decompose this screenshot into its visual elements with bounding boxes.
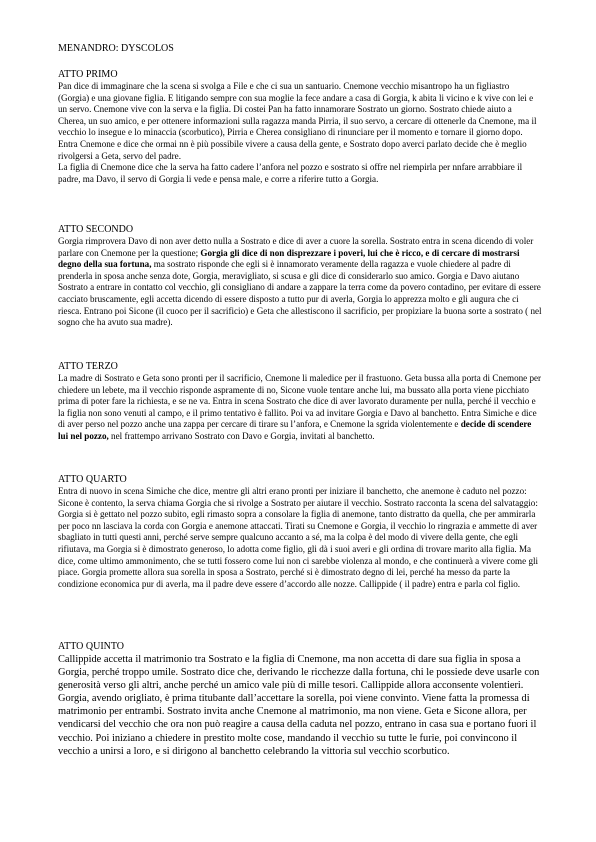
act-section-2 [58,224,542,329]
act-heading: ATTO QUINTO [58,641,125,652]
paragraph-text: Pan dice di immaginare che la scena si svolga a File e che ci sua un santuario. Cnemone vecchio misantropo ha un figliastro (Gorgia) e una giovane figlia. E litigando sempre con sua moglie la fece andare a casa di Gorgia, k abita li vicino e k vive con lei e un servo. Cnemone vive con la serva e la figlia. Di costei Pan ha fatto innamorare Sostrato un giorno. Sostrato chiede aiuto a Cherea, un suo amico, e per ottenere informazioni sulla ragazza manda Pirria, il suo servo, a cercare di ottenerle da Cnemone, ma il vecchio lo insegue e lo minaccia (scorbutico), Pirria e Cherea consigliano di rinunciare per il momento e tornare il giorno dopo. Entra Cnemone e dice che ormai nn è più possibile vivere a causa della gente, e Sostrato dopo averci parlato decide che è meglio rivolgersi a Geta, servo del padre. [58,81,537,161]
paragraph-bold-text: decide di scendere lui nel pozzo, [58,419,532,441]
paragraph-text: ma sostrato risponde che egli si è innamorato veramente della ragazza e vuole chiedere al padre di prenderla in sposa anche senza dote, Gorgia, meravigliato, si scusa e gli dice di considerarlo suo amico. Gorgia e Davo aiutano Sostrato a entrare in contatto col vecchio, gli consigliano di andare a zappare la terra come da povero contadino, per evitare di essere cacciato bruscamente, egli accetta dicendo di essere disposto a tutto pur di averla, Gorgia lo apprezza molto e gli augura che ci riesca. Entrano poi Sicone (il cuoco per il sacrificio) e Geta che allestiscono il sacrificio, per propiziare la buona sorte a sostrato ( nel sogno che ha avuto sua madre). [58,259,542,328]
act-paragraph [58,81,542,162]
act-section-5 [58,641,542,758]
act-section-4 [58,474,542,590]
act-paragraph [58,162,542,185]
paragraph-text: Entra di nuovo in scena Simiche che dice, mentre gli altri erano pronti per iniziare il banchetto, che anemone è caduto nel pozzo: Sicone è contento, la serva chiama Gorgia che si rivolge a Sostrato per aiutare il vecchio. Sostrato racconta la scena del salvataggio: Gorgia si è gettato nel pozzo subito, egli rimasto sopra a consolare la figlia di anemone, tanto distratto da quella, che per ammirarla per poco nn lasciava la corda con Gorgia e anemone attaccati. Tirati su Cnemone e Gorgia, il vecchio lo ringrazia e ammette di aver sbagliato in tutti questi anni, perché serve sempre qualcuno accanto a sé, ma la colpa è del modo di vivere della gente, che egli rifiutava, ma Gorgia si è dimostrato generoso, lo adotta come figlio, gli dà i suoi averi e gli ordina di trovare marito alla figlia. Ma dice, come ultimo ammonimento, che se tutti fossero come lui non ci sarebbe violenza al mondo, e che continuerà a vivere come gli piace. Gorgia promette allora sua sorella in sposa a Sostrato, perché si è dimostrato degno di lei, perché ha messo da parte la condizione economica pur di averla, ma il padre deve essere d’accordo alle nozze. Callippide ( il padre) entra e parla col figlio. [58,486,539,589]
paragraph-bold-text: Gorgia gli dice di non disprezzare i poveri, lui che è ricco, e di cercare di mostrarsi degno della sua fortuna, [58,247,520,270]
paragraph-text: Gorgia rimprovera Davo di non aver detto nulla a Sostrato e dice di aver a cuore la sorella. Sostrato entra in scena dicendo di voler parlare con Cnemone per la questione; [58,236,534,258]
act-heading: ATTO PRIMO [58,69,118,80]
act-paragraph [58,236,542,329]
paragraph-text: La figlia di Cnemone dice che la serva ha fatto cadere l’anfora nel pozzo e sostrato si offre nel riempirla per nnfare arrabbiare il padre, ma Davo, il servo di Gorgia li vede e pensa male, e corre a riferire tutto a Gorgia. [58,162,523,184]
paragraph-text: Callippide accetta il matrimonio tra Sostrato e la figlia di Cnemone, ma non accetta di dare sua figlia in sposa a Gorgia, perché troppo umile. Sostrato dice che, derivando le ricchezze dalla fortuna, chi le possiede deve usarle con generosità verso gli altri, anche perché un amico vale più di mille tesori. Callippide allora acconsente volentieri. Gorgia, avendo origliato, è prima titubante dall’accettare la sorella, poi viene convinto. Viene fatta la promessa di matrimonio per entrambi. Sostrato invita anche Cnemone al matrimonio, ma non viene. Geta e Sicone allora, per vendicarsi del vecchio che ora non può reagire a causa della caduta nel pozzo, entrano in casa sua e portano fuori il vecchio. Poi iniziano a chiedere in prestito molte cose, mandando il vecchio su tutte le furie, poi convincono il vecchio a unirsi a loro, e si dirigono al banchetto celebrando la vittoria sul vecchio scorbutico. [58,654,540,757]
document-title: MENANDRO: DYSCOLOS [58,43,174,54]
act-heading: ATTO SECONDO [58,224,134,235]
act-heading: ATTO TERZO [58,361,118,372]
act-section-3 [58,361,542,443]
act-heading: ATTO QUARTO [58,474,127,485]
act-paragraph [58,486,542,590]
act-paragraph [58,653,542,758]
paragraph-text: nel frattempo arrivano Sostrato con Davo e Gorgia, invitati al banchetto. [108,430,375,441]
act-section-1 [58,69,542,185]
paragraph-text: La madre di Sostrato e Geta sono pronti per il sacrificio, Cnemone li maledice per il frastuono. Geta bussa alla porta di Cnemone per chiedere un lebete, ma il vecchio risponde aspramente di no, Sicone vuole tentare anche lui, ma bussato alla porta viene picchiato prima di poter fare la richiesta, e se ne va. Entra in scena Sostrato che dice di aver lavorato duramente per nulla, perché il vecchio e la figlia non sono venuti al campo, e il primo tentativo è fallito. Poi va ad invitare Gorgia e Davo al banchetto. Entra Simiche e dice di aver perso nel pozzo anche una zappa per cercare di tirare su l’anfora, e Cnemone la sgrida violentemente e [58,373,542,430]
act-paragraph [58,373,542,443]
